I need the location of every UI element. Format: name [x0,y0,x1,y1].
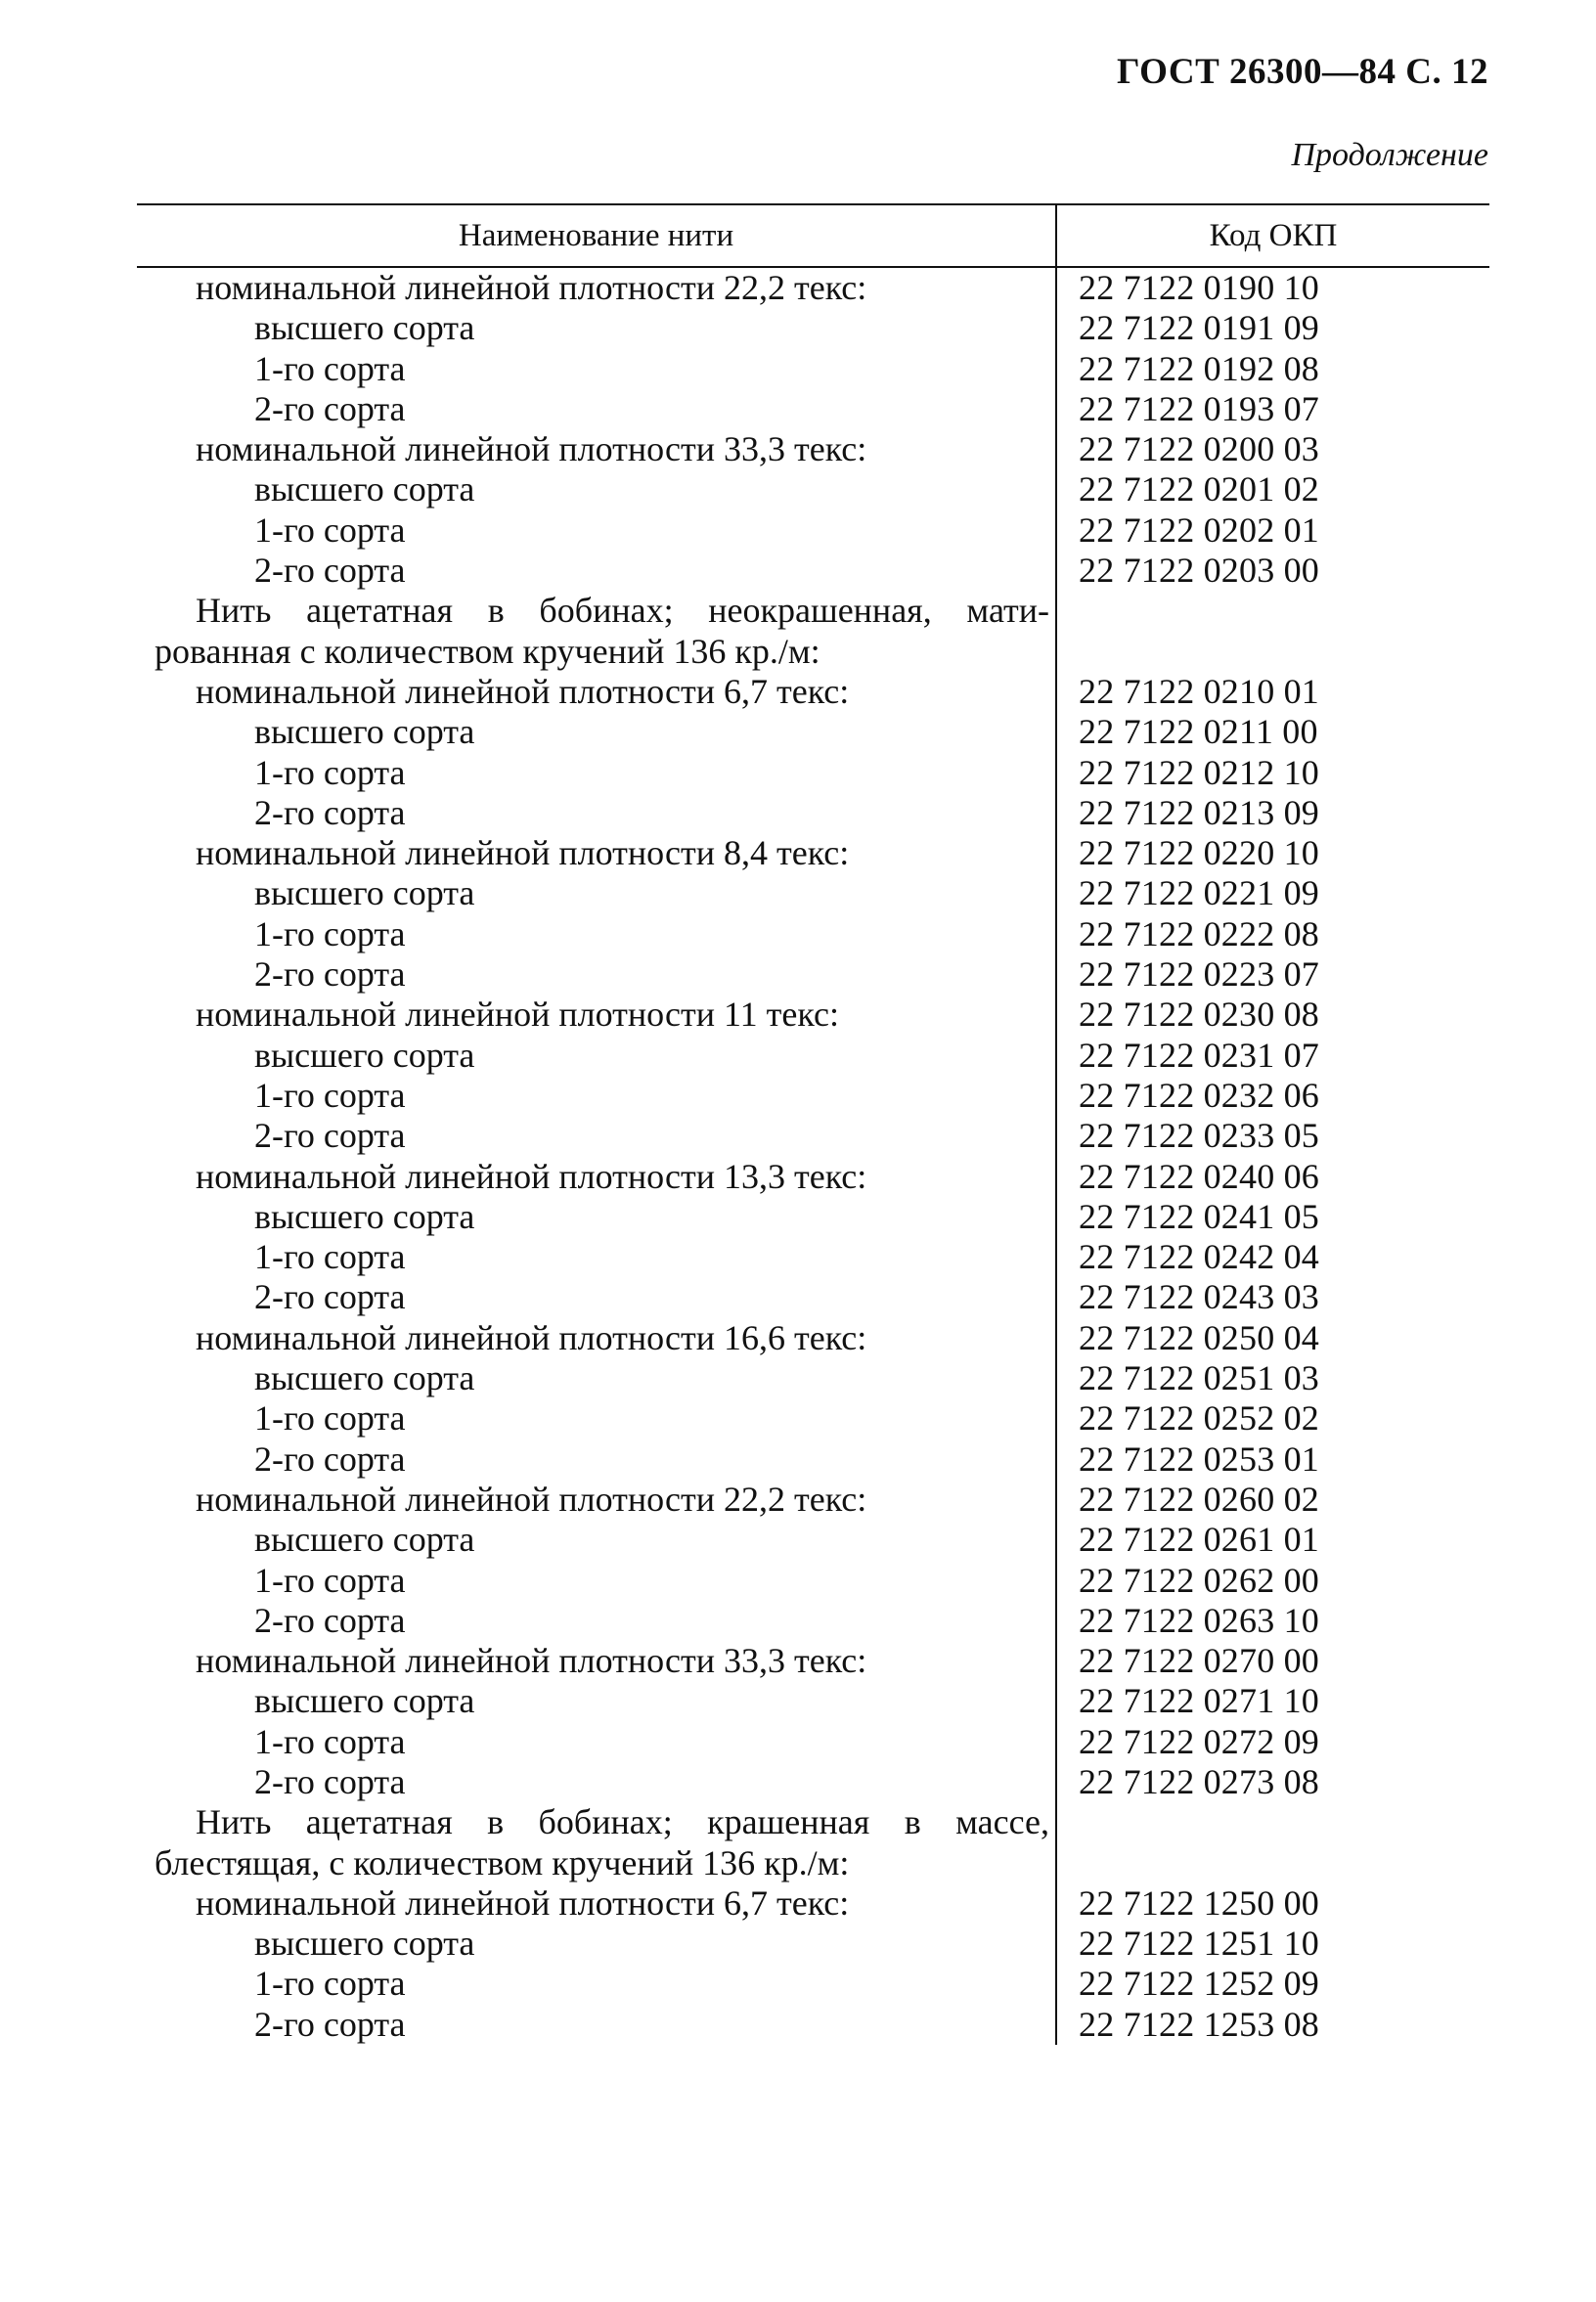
thread-name-cell: высшего сорта [137,308,1056,348]
okp-code-cell: 22 7122 0190 10 [1079,268,1319,307]
okp-code-cell: 22 7122 0242 04 [1079,1237,1319,1277]
table-row [137,1722,1489,1762]
thread-name-cell: рованная с количеством кручений 136 кр./м: [137,632,1056,672]
thread-name-cell: номинальной линейной плотности 16,6 текс: [137,1318,1056,1358]
thread-name-cell: высшего сорта [137,1681,1056,1721]
thread-name-cell: высшего сорта [137,1197,1056,1237]
thread-name-cell: высшего сорта [137,712,1056,752]
table-row [137,1157,1489,1197]
okp-code-cell: 22 7122 0250 04 [1079,1317,1319,1357]
thread-name-cell: 1-го сорта [137,753,1056,793]
thread-name-cell: Нить ацетатная в бобинах; крашенная в массе, [137,1802,1056,1842]
table-row [137,995,1489,1035]
okp-code-cell: 22 7122 0221 09 [1079,873,1319,913]
table-row [137,1116,1489,1156]
thread-name-cell: номинальной линейной плотности 6,7 текс: [137,1883,1056,1924]
table-row [137,914,1489,954]
okp-code-cell: 22 7122 0192 08 [1079,348,1319,388]
thread-name-cell: высшего сорта [137,1924,1056,1964]
okp-code-cell: 22 7122 1253 08 [1079,2004,1319,2044]
thread-name-cell: номинальной линейной плотности 6,7 текс: [137,672,1056,712]
table-row [137,1197,1489,1237]
okp-code-cell: 22 7122 0202 01 [1079,509,1319,550]
table-row [137,1964,1489,2004]
table-row [137,1036,1489,1076]
okp-code-cell: 22 7122 0241 05 [1079,1196,1319,1236]
table-row [137,873,1489,913]
thread-name-cell: 1-го сорта [137,1964,1056,2004]
okp-code-cell: 22 7122 0240 06 [1079,1156,1319,1196]
table-row [137,469,1489,509]
thread-name-cell: 1-го сорта [137,1076,1056,1116]
thread-name-cell: 1-го сорта [137,1722,1056,1762]
thread-name-cell: 2-го сорта [137,389,1056,429]
thread-name-cell: номинальной линейной плотности 11 текс: [137,995,1056,1035]
okp-code-cell: 22 7122 1250 00 [1079,1882,1319,1923]
thread-name-cell: 2-го сорта [137,1116,1056,1156]
okp-code-table [137,203,1489,2045]
table-row [137,1641,1489,1681]
okp-code-cell: 22 7122 0262 00 [1079,1560,1319,1600]
okp-code-cell: 22 7122 1252 09 [1079,1964,1319,2004]
continuation-label: Продолжение [1291,137,1488,173]
thread-name-cell: 1-го сорта [137,914,1056,954]
okp-code-cell [1056,632,1489,672]
table-row [137,1924,1489,1964]
okp-code-cell: 22 7122 0253 01 [1079,1439,1319,1479]
table-row [137,1681,1489,1721]
thread-name-cell: номинальной линейной плотности 13,3 текс: [137,1157,1056,1197]
okp-code-cell: 22 7122 0193 07 [1079,388,1319,428]
thread-name-cell: 1-го сорта [137,1398,1056,1439]
okp-code-cell: 22 7122 0271 10 [1079,1681,1319,1721]
thread-name-cell: 2-го сорта [137,551,1056,591]
thread-name-cell: 2-го сорта [137,1277,1056,1317]
thread-name-cell: высшего сорта [137,469,1056,509]
table-row [137,672,1489,712]
okp-code-cell: 22 7122 0263 10 [1079,1600,1319,1640]
okp-code-cell: 22 7122 0223 07 [1079,954,1319,995]
okp-code-cell: 22 7122 0203 00 [1079,551,1319,591]
table-row [137,267,1489,308]
okp-code-cell: 22 7122 1251 10 [1079,1924,1319,1964]
okp-code-cell: 22 7122 0272 09 [1079,1721,1319,1761]
table-row [137,349,1489,389]
okp-code-cell: 22 7122 0201 02 [1079,469,1319,509]
table-row [137,833,1489,873]
thread-name-cell: номинальной линейной плотности 33,3 текс: [137,429,1056,469]
table-row [137,1358,1489,1398]
okp-code-cell: 22 7122 0270 00 [1079,1641,1319,1681]
okp-code-cell: 22 7122 0212 10 [1079,752,1319,792]
thread-name-cell: 1-го сорта [137,1561,1056,1601]
table-row [137,1076,1489,1116]
table-row [137,551,1489,591]
table-row [137,1561,1489,1601]
thread-name-cell: высшего сорта [137,1036,1056,1076]
thread-name-cell: номинальной линейной плотности 8,4 текс: [137,833,1056,873]
table-row [137,1318,1489,1358]
thread-name-cell: номинальной линейной плотности 33,3 текс: [137,1641,1056,1681]
thread-name-cell: 2-го сорта [137,1439,1056,1480]
okp-code-cell: 22 7122 0243 03 [1079,1277,1319,1317]
okp-code-cell [1056,591,1489,631]
okp-code-cell [1056,1802,1489,1842]
thread-name-cell: 2-го сорта [137,954,1056,995]
table-row [137,1883,1489,1924]
document-header: ГОСТ 26300—84 С. 12 [1117,52,1488,92]
table-row [137,793,1489,833]
table-row [137,1520,1489,1560]
table-row [137,2005,1489,2045]
table-row [137,632,1489,672]
okp-code-cell: 22 7122 0230 08 [1079,995,1319,1035]
table-row [137,1762,1489,1802]
okp-code-cell: 22 7122 0211 00 [1079,712,1318,752]
table-row [137,753,1489,793]
thread-name-cell: Нить ацетатная в бобинах; неокрашенная, мати- [137,591,1056,631]
table-row [137,1843,1489,1883]
thread-name-cell: номинальной линейной плотности 22,2 текс: [137,1480,1056,1520]
thread-name-cell: высшего сорта [137,873,1056,913]
table-row [137,510,1489,551]
table-row [137,1237,1489,1277]
okp-code-cell: 22 7122 0191 09 [1079,308,1319,348]
table-row [137,954,1489,995]
okp-code-cell: 22 7122 0261 01 [1079,1520,1319,1560]
table-row [137,308,1489,348]
okp-code-cell: 22 7122 0200 03 [1079,429,1319,469]
thread-name-cell: 2-го сорта [137,1601,1056,1641]
okp-code-cell: 22 7122 0220 10 [1079,833,1319,873]
column-header-code: Код ОКП [1056,204,1489,267]
table-header-row [137,204,1489,267]
table-row [137,591,1489,631]
table-row [137,1439,1489,1480]
table-row [137,1601,1489,1641]
okp-code-cell: 22 7122 0252 02 [1079,1398,1319,1439]
thread-name-cell: высшего сорта [137,1520,1056,1560]
table-row [137,1480,1489,1520]
table-row [137,429,1489,469]
okp-code-cell: 22 7122 0251 03 [1079,1358,1319,1398]
okp-code-cell: 22 7122 0213 09 [1079,792,1319,832]
okp-code-cell: 22 7122 0222 08 [1079,913,1319,953]
column-header-name: Наименование нити [137,204,1056,267]
okp-code-cell: 22 7122 0260 02 [1079,1479,1319,1519]
thread-name-cell: 2-го сорта [137,793,1056,833]
table-row [137,712,1489,752]
okp-code-cell [1056,1843,1489,1883]
okp-code-cell: 22 7122 0233 05 [1079,1116,1319,1156]
thread-name-cell: 1-го сорта [137,349,1056,389]
table-row [137,389,1489,429]
table-row [137,1398,1489,1439]
thread-name-cell: номинальной линейной плотности 22,2 текс: [137,267,1056,308]
table-row [137,1802,1489,1842]
thread-name-cell: 2-го сорта [137,1762,1056,1802]
table-row [137,1277,1489,1317]
okp-code-cell: 22 7122 0232 06 [1079,1075,1319,1115]
okp-code-cell: 22 7122 0273 08 [1079,1761,1319,1801]
thread-name-cell: 1-го сорта [137,510,1056,551]
thread-name-cell: 1-го сорта [137,1237,1056,1277]
thread-name-cell: 2-го сорта [137,2005,1056,2045]
thread-name-cell: блестящая, с количеством кручений 136 кр./м: [137,1843,1056,1883]
okp-code-cell: 22 7122 0210 01 [1079,671,1319,711]
thread-name-cell: высшего сорта [137,1358,1056,1398]
table-body [137,267,1489,2045]
okp-code-cell: 22 7122 0231 07 [1079,1035,1319,1075]
